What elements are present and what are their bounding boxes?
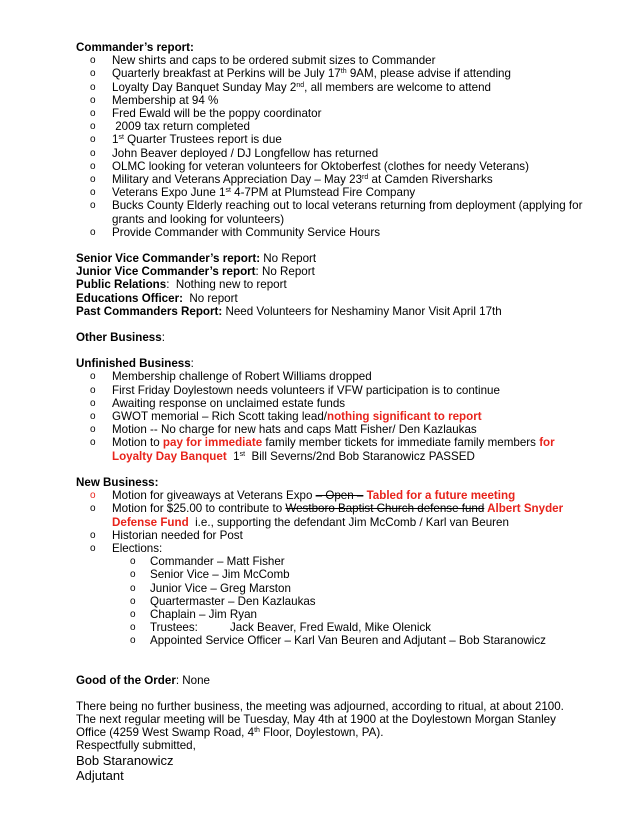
list-item: o Trustees: Jack Beaver, Fred Ewald, Mike Olenick (76, 621, 598, 634)
list-item: o Elections: (76, 542, 598, 555)
list-item: o 1st Quarter Trustees report is due (76, 133, 598, 146)
list-item: o Motion to pay for immediate family member tickets for immediate family members for Loyalty Day Banquet 1st Bill Severns/2nd Bob Staranowicz PASSED (76, 436, 598, 462)
list-item: o Motion for giveaways at Veterans Expo – Open – Tabled for a future meeting (76, 489, 598, 502)
list-item: o Membership at 94 % (76, 94, 598, 107)
report-line: Senior Vice Commander’s report: No Report (76, 252, 317, 266)
list-item: o Membership challenge of Robert Williams dropped (76, 370, 598, 383)
list-item: o Motion -- No charge for new hats and caps Matt Fisher/ Den Kazlaukas (76, 423, 598, 436)
list-item: o 2009 tax return completed (76, 120, 598, 133)
signature-name: Bob Staranowicz (76, 752, 174, 768)
list-item: o Provide Commander with Community Service Hours (76, 226, 598, 239)
list-item: o Bucks County Elderly reaching out to local veterans returning from deployment (applying for grants and looking for volunteers) (76, 199, 598, 225)
other-business-heading: Other Business: (76, 331, 165, 345)
closing-line: The next regular meeting will be Tuesday, May 4th at 1900 at the Doylestown Morgan Stanley (76, 712, 556, 726)
list-item: o Commander – Matt Fisher (76, 555, 598, 568)
list-item: o First Friday Doylestown needs volunteers if VFW participation is to continue (76, 384, 598, 397)
commanders-report-heading: Commander’s report: (76, 41, 194, 54)
report-line: Public Relations: Nothing new to report (76, 278, 287, 292)
new-business-list (76, 489, 598, 555)
commanders-report-list (76, 54, 598, 239)
list-item: o Military and Veterans Appreciation Day – May 23rd at Camden Riversharks (76, 173, 598, 186)
list-item: o Motion for $25.00 to contribute to Westboro Baptist Church defense fund Albert Snyder Defense Fund i.e., supporting the defendant Jim McComb / Karl van Beuren (76, 502, 598, 528)
list-item: o Senior Vice – Jim McComb (76, 568, 598, 581)
closing-line: There being no further business, the meeting was adjourned, according to ritual, at about 2100. (76, 699, 564, 713)
elections-list (76, 555, 598, 647)
report-line: Educations Officer: No report (76, 291, 238, 305)
list-item: o Chaplain – Jim Ryan (76, 608, 598, 621)
list-item: o Veterans Expo June 1st 4-7PM at Plumstead Fire Company (76, 186, 598, 199)
new-business-heading: New Business: (76, 475, 159, 489)
list-item: o Appointed Service Officer – Karl Van Beuren and Adjutant – Bob Staranowicz (76, 634, 598, 647)
list-item: o Quartermaster – Den Kazlaukas (76, 595, 598, 608)
report-line: Past Commanders Report: Need Volunteers for Neshaminy Manor Visit April 17th (76, 304, 502, 318)
list-item: o Junior Vice – Greg Marston (76, 582, 598, 595)
list-item: o Historian needed for Post (76, 529, 598, 542)
closing-line: Respectfully submitted, (76, 739, 196, 753)
list-item: o Awaiting response on unclaimed estate funds (76, 397, 598, 410)
good-of-order-line: Good of the Order: None (76, 673, 211, 687)
list-item: o Quarterly breakfast at Perkins will be July 17th 9AM, please advise if attending (76, 67, 598, 80)
unfinished-business-heading: Unfinished Business: (76, 357, 194, 371)
list-item: o New shirts and caps to be ordered submit sizes to Commander (76, 54, 598, 67)
report-line: Junior Vice Commander’s report: No Report (76, 265, 315, 279)
list-item: o John Beaver deployed / DJ Longfellow has returned (76, 147, 598, 160)
signature-title: Adjutant (76, 767, 124, 783)
closing-line: Office (4259 West Swamp Road, 4th Floor, Doylestown, PA). (76, 726, 384, 740)
list-item: o OLMC looking for veteran volunteers for Oktoberfest (clothes for needy Veterans) (76, 160, 598, 173)
list-item: o Loyalty Day Banquet Sunday May 2nd, all members are welcome to attend (76, 81, 598, 94)
unfinished-business-list (76, 370, 598, 462)
list-item: o GWOT memorial – Rich Scott taking lead/nothing significant to report (76, 410, 598, 423)
list-item: o Fred Ewald will be the poppy coordinator (76, 107, 598, 120)
